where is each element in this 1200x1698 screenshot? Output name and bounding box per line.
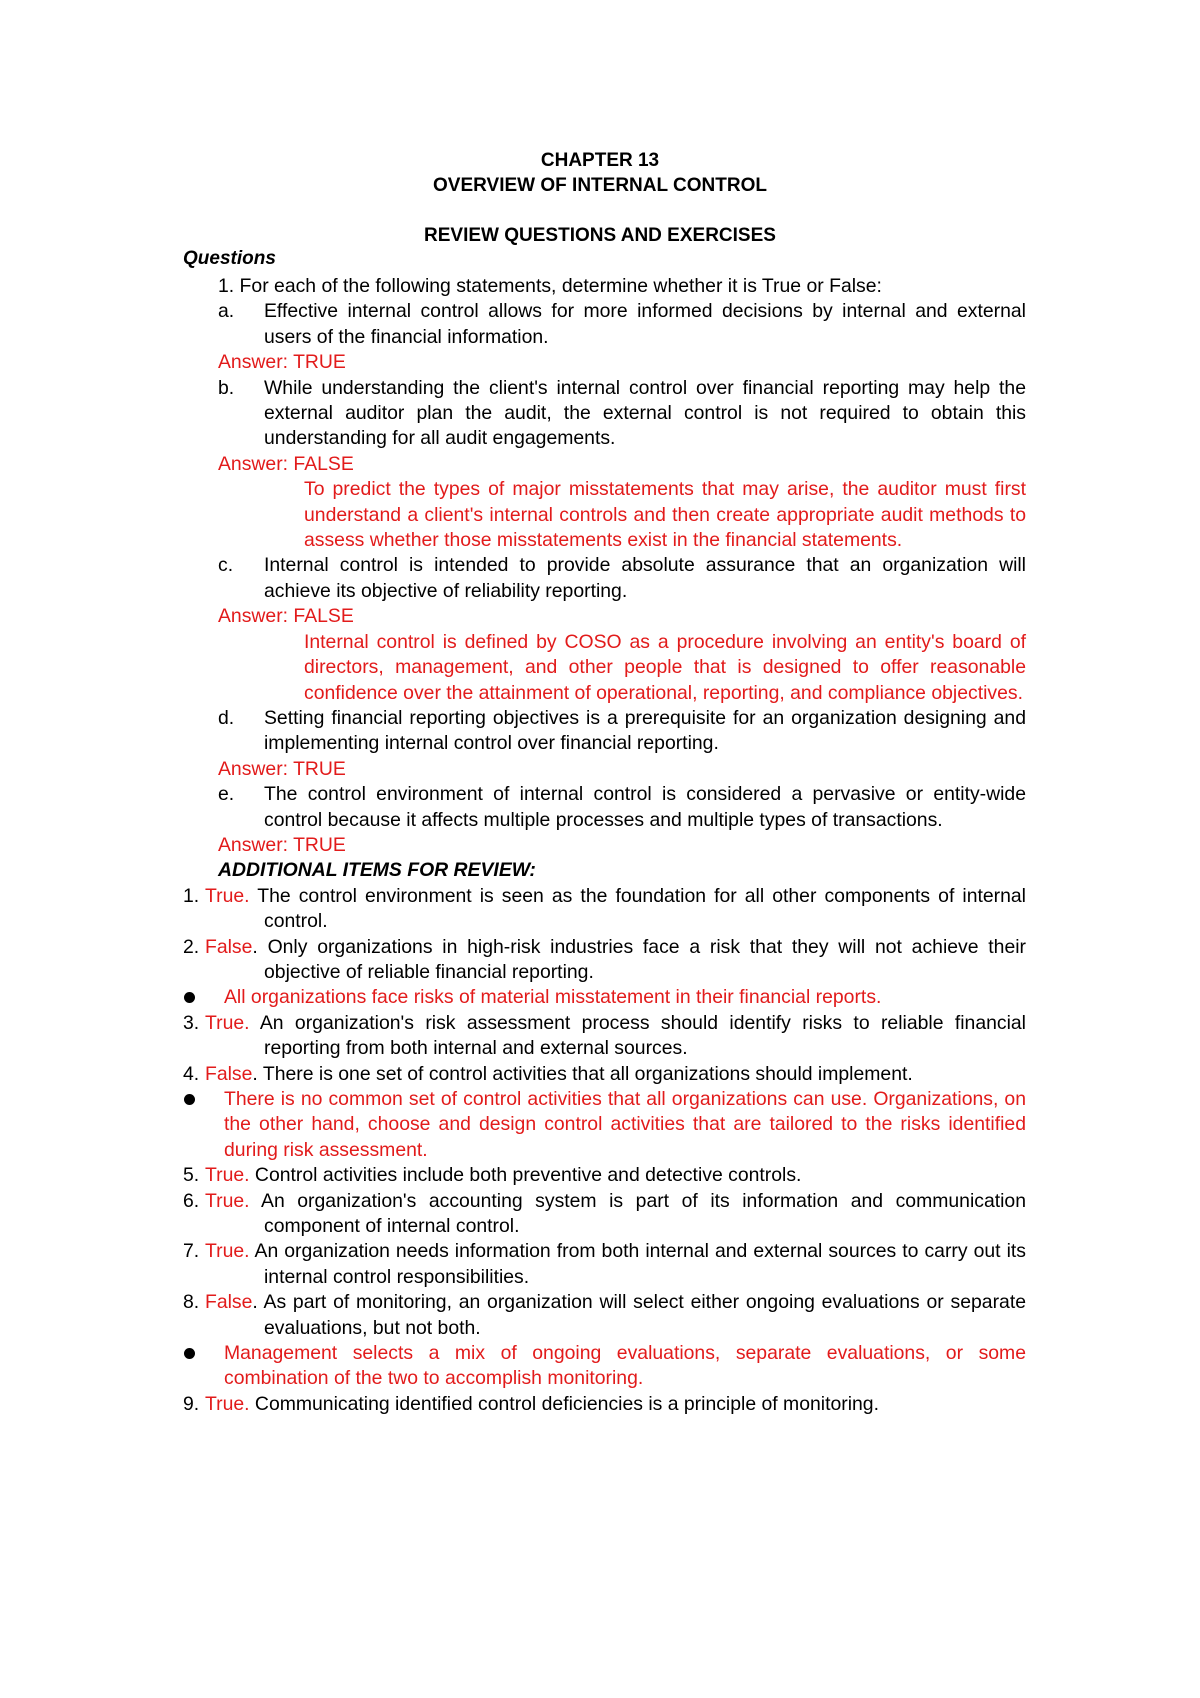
document-body	[183, 274, 1026, 1417]
statement-label: c.	[218, 554, 234, 577]
item-text: . As part of monitoring, an organization will select either ongoing evaluations or separate evaluations, but not both.	[252, 1291, 1026, 1339]
item-verdict: False	[205, 1062, 253, 1085]
item-number: 5.	[183, 1164, 200, 1187]
review-item-1	[183, 884, 1026, 935]
note-text: There is no common set of control activities that all organizations can use. Organizations, on the other hand, choose and design control activities that are tailored to the risks identified during risk assessment.	[224, 1088, 1026, 1161]
item-number: 2.	[183, 935, 200, 958]
review-item-2	[183, 935, 1026, 986]
note-text: Management selects a mix of ongoing evaluations, separate evaluations, or some combination of the two to accomplish monitoring.	[224, 1342, 1026, 1390]
question-1-intro: 1. For each of the following statements, determine whether it is True or False:	[218, 275, 882, 297]
statement-d	[183, 706, 1026, 757]
item-verdict: True.	[205, 884, 250, 907]
bullet-icon	[184, 1094, 195, 1105]
review-item-8	[183, 1290, 1026, 1341]
item-number: 7.	[183, 1240, 200, 1263]
chapter-title: OVERVIEW OF INTERNAL CONTROL	[433, 175, 767, 196]
item-text: . Only organizations in high-risk industries face a risk that they will not achieve their objective of reliable financial reporting.	[252, 935, 1026, 983]
additional-items-heading: ADDITIONAL ITEMS FOR REVIEW:	[218, 859, 536, 882]
statement-text: While understanding the client's internal control over financial reporting may help the external auditor plan the audit, the external control is not required to obtain this understanding for all audit engagements.	[264, 376, 1026, 450]
item-text: An organization's accounting system is part of its information and communication component of internal control.	[249, 1189, 1026, 1238]
item-verdict: True.	[205, 1011, 250, 1034]
item-verdict: False	[205, 935, 253, 958]
statement-c	[183, 553, 1026, 604]
item-text: . There is one set of control activities that all organizations should implement.	[252, 1062, 913, 1085]
section-title: REVIEW QUESTIONS AND EXERCISES	[424, 225, 776, 246]
review-item-9	[183, 1392, 1026, 1417]
item-text: Communicating identified control deficiencies is a principle of monitoring.	[249, 1392, 879, 1415]
bullet-icon	[184, 1348, 195, 1359]
statement-label: d.	[218, 706, 235, 729]
item-text: An organization's risk assessment process should identify risks to reliable financial reporting from both internal and external sources.	[249, 1011, 1026, 1060]
statement-text: The control environment of internal control is considered a pervasive or entity-wide control because it affects multiple processes and multiple types of transactions.	[264, 783, 1026, 831]
item-verdict: True.	[205, 1392, 250, 1415]
statement-a	[183, 299, 1026, 350]
review-item-7	[183, 1239, 1026, 1290]
item-number: 8.	[183, 1291, 200, 1314]
item-number: 1.	[183, 884, 200, 907]
item-text: An organization needs information from both internal and external sources to carry out its internal control responsibilities.	[249, 1240, 1026, 1288]
statement-b	[183, 376, 1026, 452]
item-number: 3.	[183, 1011, 200, 1034]
chapter-number: CHAPTER 13	[540, 150, 660, 171]
review-note-8	[183, 1341, 1026, 1392]
statement-label: b.	[218, 376, 235, 399]
answer-d: Answer: TRUE	[218, 757, 346, 780]
statement-label: a.	[218, 300, 235, 323]
item-verdict: False	[205, 1291, 253, 1314]
review-note-4	[183, 1087, 1026, 1163]
bullet-icon	[184, 992, 195, 1003]
statement-label: e.	[218, 783, 235, 806]
item-verdict: True.	[205, 1240, 250, 1263]
item-text: The control environment is seen as the foundation for all other components of internal control.	[249, 884, 1026, 933]
statement-text: Setting financial reporting objectives is a prerequisite for an organization designing and implementing internal control over financial reporting.	[264, 706, 1026, 755]
review-note-2	[183, 985, 1026, 1010]
answer-a: Answer: TRUE	[218, 351, 346, 374]
item-number: 4.	[183, 1062, 200, 1085]
review-item-3	[183, 1011, 1026, 1062]
item-text: Control activities include both preventive and detective controls.	[249, 1164, 802, 1187]
answer-e: Answer: TRUE	[218, 833, 346, 856]
answer-b: Answer: FALSE	[218, 452, 354, 475]
review-item-4	[183, 1062, 1026, 1087]
statement-text: Internal control is intended to provide absolute assurance that an organization will achieve its objective of reliability reporting.	[264, 554, 1026, 602]
answer-c: Answer: FALSE	[218, 605, 354, 628]
item-verdict: True.	[205, 1189, 250, 1212]
note-text: All organizations face risks of material misstatement in their financial reports.	[224, 986, 882, 1009]
explanation-c: Internal control is defined by COSO as a procedure involving an entity's board of directors, management, and other people that is designed to offer reasonable confidence over the attainment of operational, reporting, and compliance objectives.	[304, 630, 1026, 704]
statement-e	[183, 782, 1026, 833]
statement-text: Effective internal control allows for more informed decisions by internal and external users of the financial information.	[264, 300, 1026, 348]
explanation-b: To predict the types of major misstatements that may arise, the auditor must first understand a client's internal controls and then create appropriate audit methods to assess whether those misstatements exist in the financial statements.	[304, 478, 1026, 552]
item-verdict: True.	[205, 1164, 250, 1187]
review-item-5	[183, 1163, 1026, 1188]
item-number: 6.	[183, 1189, 200, 1212]
item-number: 9.	[183, 1392, 200, 1415]
questions-heading: Questions	[183, 248, 276, 269]
review-item-6	[183, 1189, 1026, 1240]
